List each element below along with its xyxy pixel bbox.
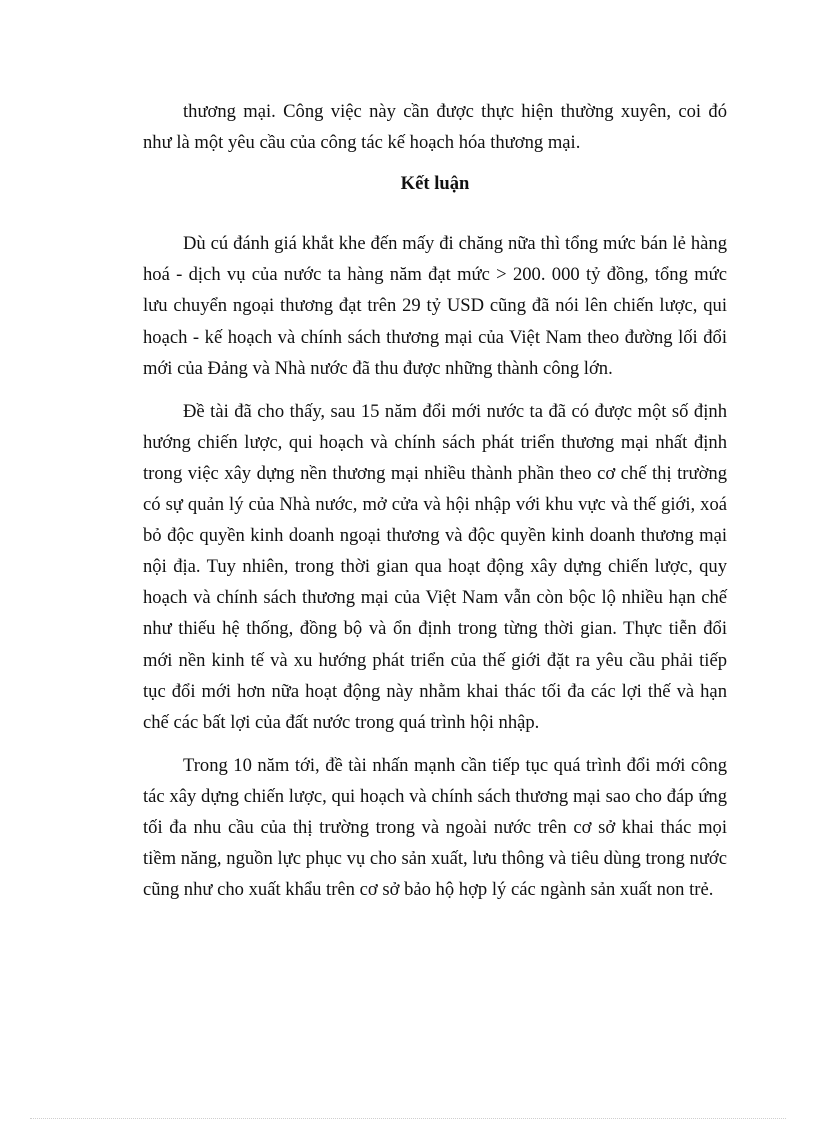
paragraph-1: Dù cú đánh giá khắt khe đến mấy đi chăng nữa thì tổng mức bán lẻ hàng hoá - dịch vụ của nước ta hàng năm đạt mức > 200. 000 tỷ đồng, tổng mức lưu chuyển ngoại thương đạt trên 29 tỷ USD cũng đã nói lên chiến lược, qui hoạch - kế hoạch và chính sách thương mại của Việt Nam theo đường lối đổi mới của Đảng và Nhà nước đã thu được những thành công lớn. xyxy=(143,233,727,379)
section-heading: Kết luận xyxy=(400,173,470,195)
carryover-paragraph: thương mại. Công việc này cần được thực hiện thường xuyên, coi đó như là một yêu cầu của công tác kế hoạch hóa thương mại. xyxy=(143,101,727,154)
paragraph-2: Đề tài đã cho thấy, sau 15 năm đổi mới nước ta đã có được một số định hướng chiến lược, qui hoạch và chính sách phát triển thương mại nhất định trong việc xây dựng nền thương mại nhiều thành phần theo cơ chế thị trường có sự quản lý của Nhà nước, mở cửa và hội nhập với khu vực và thế giới, xoá bỏ độc quyền kinh doanh ngoại thương và độc quyền kinh doanh thương mại nội địa. Tuy nhiên, trong thời gian qua hoạt động xây dựng chiến lược, quy hoạch và chính sách thương mại của Việt Nam vẫn còn bộc lộ nhiều hạn chế như thiếu hệ thống, đồng bộ và ổn định trong từng thời gian. Thực tiễn đổi mới nền kinh tế và xu hướng phát triển của thế giới đặt ra yêu cầu phải tiếp tục đổi mới hơn nữa hoạt động này nhằm khai thác tối đa các lợi thế và hạn chế các bất lợi của đất nước trong quá trình hội nhập. xyxy=(143,400,727,733)
page-bottom-divider xyxy=(30,1118,786,1119)
document-body xyxy=(143,96,727,905)
paragraph-3: Trong 10 năm tới, đề tài nhấn mạnh cần tiếp tục quá trình đổi mới công tác xây dựng chiến lược, qui hoạch và chính sách thương mại sao cho đáp ứng tối đa nhu cầu của thị trường trong và ngoài nước trên cơ sở khai thác mọi tiềm năng, nguồn lực phục vụ cho sản xuất, lưu thông và tiêu dùng trong nước cũng như cho xuất khẩu trên cơ sở bảo hộ hợp lý các ngành sản xuất non trẻ. xyxy=(143,754,727,901)
